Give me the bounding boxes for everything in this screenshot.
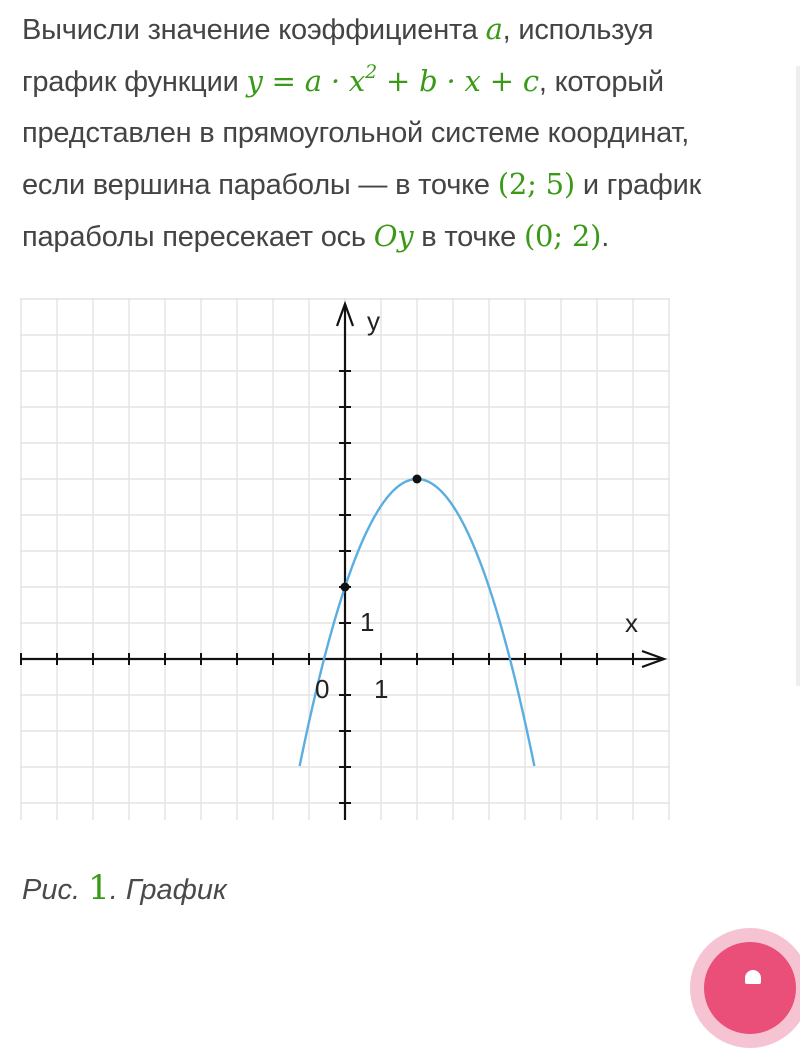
math-exponent: 2 [365, 61, 377, 83]
caption-number: 1 [88, 868, 110, 908]
bell-icon [745, 970, 761, 984]
problem-line-4 [22, 159, 792, 211]
math-vertex-point: (2; 5) [497, 167, 576, 201]
marked-point [341, 583, 350, 592]
parabola-graph [20, 298, 670, 820]
help-button[interactable] [690, 928, 800, 1048]
origin-label: 0 [315, 674, 330, 704]
math-coefficient-a: a [485, 12, 503, 46]
problem-statement [22, 4, 792, 263]
caption-suffix: . График [109, 874, 227, 906]
text: , который [538, 66, 664, 98]
math-function [246, 61, 539, 98]
problem-line-5 [22, 211, 792, 263]
text: представлен в прямоугольной системе координат, [22, 117, 690, 149]
text: Вычисли значение коэффициента [22, 14, 486, 46]
problem-line-3 [22, 108, 792, 159]
text: график функции [22, 66, 247, 98]
scrollbar[interactable] [796, 66, 800, 686]
caption-prefix: Рис. [22, 874, 89, 906]
text: если вершина параболы — в точке [22, 169, 498, 201]
text: в точке [413, 221, 524, 253]
text: , используя [502, 14, 654, 46]
problem-line-2 [22, 56, 792, 108]
help-button-inner [704, 942, 796, 1034]
problem-line-1 [22, 4, 792, 56]
math-intercept-point: (0; 2) [523, 219, 602, 253]
marked-point [413, 475, 422, 484]
x-axis-label: x [625, 608, 638, 638]
text: и график [575, 169, 702, 201]
figure-caption [22, 868, 227, 908]
text: параболы пересекает ось [22, 221, 374, 253]
y-unit-label: 1 [360, 607, 375, 637]
math-part: y = a · x [246, 64, 366, 98]
math-part: + b · x + c [376, 64, 539, 98]
y-axis-label: y [367, 306, 380, 336]
x-unit-label: 1 [374, 674, 389, 704]
text: . [601, 221, 610, 253]
math-axis-oy: Oy [373, 219, 414, 253]
